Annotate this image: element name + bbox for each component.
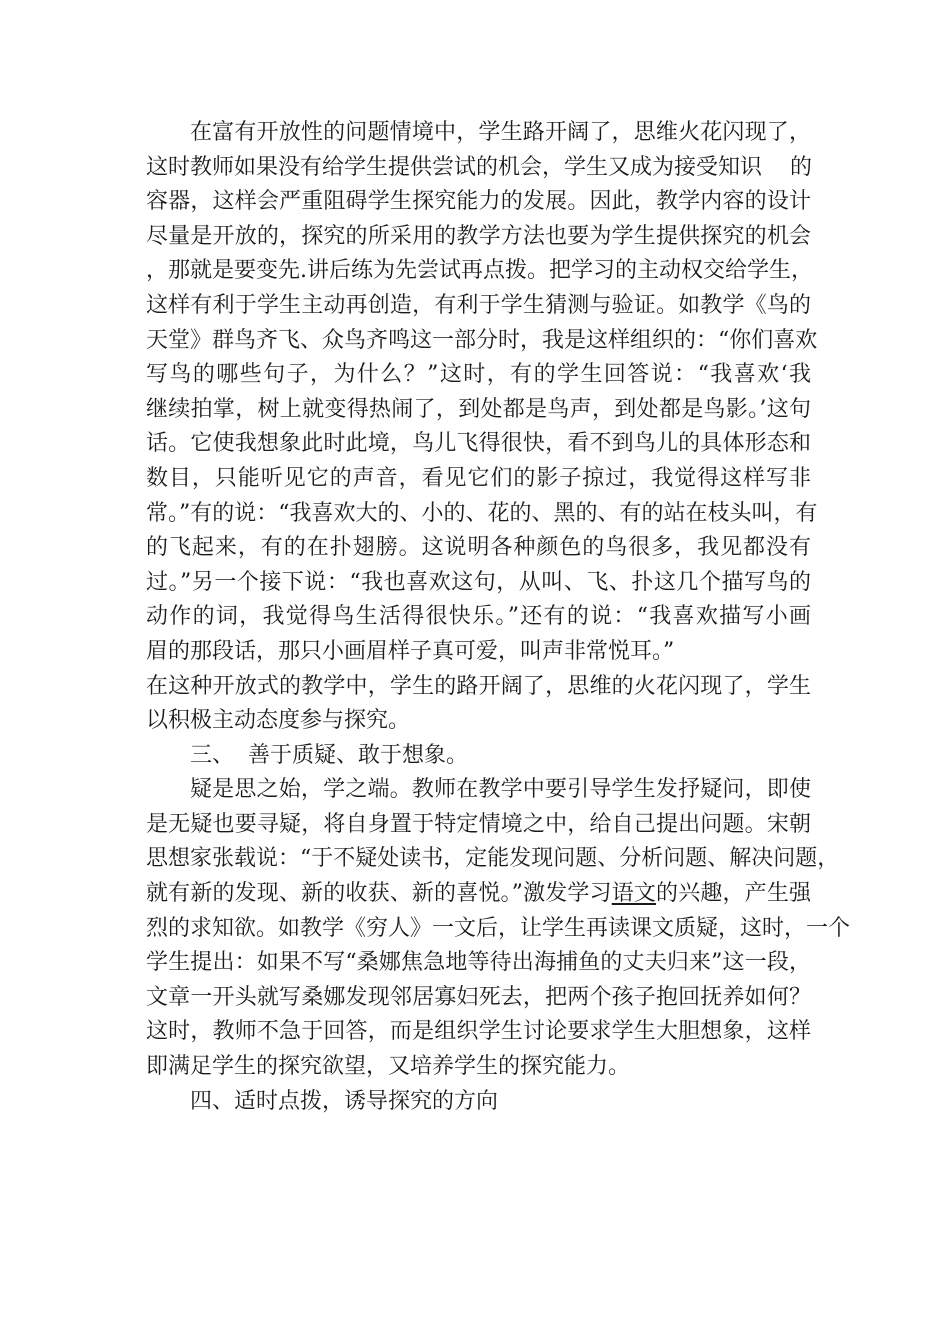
paragraph-line: 烈的求知欲。如教学《穷人》一文后，让学生再读课文质疑，这时，一个	[146, 915, 851, 941]
paragraph-line: 是无疑也要寻疑，将自身置于特定情境之中，给自己提出问题。宋朝	[146, 811, 811, 837]
paragraph-line: 学生提出：如果不写“桑娜焦急地等待出海捕鱼的丈夫归来”这一段，	[146, 950, 811, 976]
paragraph-line: 写鸟的哪些句子，为什么？”这时，有的学生回答说：“我喜欢‘我	[146, 362, 811, 388]
paragraph-text: 的兴趣，产生强	[656, 881, 811, 907]
section-heading: 四、适时点拨，诱导探究的方向	[190, 1088, 499, 1114]
paragraph-line: 思想家张载说：“于不疑处读书，定能发现问题、分析问题、解决问题，	[146, 846, 840, 872]
paragraph-line: 过。”另一个接下说：“我也喜欢这句，从叫、飞、扑这几个描写鸟的	[146, 569, 811, 595]
link-yuwen[interactable]: 语文	[611, 881, 657, 907]
paragraph-line: 的飞起来，有的在扑翅膀。这说明各种颜色的鸟很多，我见都没有	[146, 535, 811, 561]
paragraph-text: 就有新的发现、新的收获、新的喜悦。”激发学习	[146, 881, 612, 907]
paragraph-line: 这时，教师不急于回答，而是组织学生讨论要求学生大胆想象，这样	[146, 1019, 811, 1045]
paragraph-line: 疑是思之始，学之端。教师在教学中要引导学生发抒疑问，即使	[190, 777, 811, 803]
section-heading: 三、 善于质疑、敢于想象。	[190, 742, 468, 768]
paragraph-line	[146, 877, 811, 912]
paragraph-line: 动作的词，我觉得鸟生活得很快乐。”还有的说：“我喜欢描写小画	[146, 604, 811, 630]
paragraph-line: 即满足学生的探究欲望，又培养学生的探究能力。	[146, 1054, 631, 1080]
paragraph-line: 这样有利于学生主动再创造，有利于学生猜测与验证。如教学《鸟的	[146, 292, 811, 318]
paragraph-line: 数目，只能听见它的声音，看见它们的影子掠过，我觉得这样写非	[146, 465, 811, 491]
document-body	[146, 116, 851, 1119]
paragraph-line: 眉的那段话，那只小画眉样子真可爱，叫声非常悦耳。”	[146, 638, 675, 664]
paragraph-line: 这时教师如果没有给学生提供尝试的机会，学生又成为接受知识 的	[146, 154, 812, 180]
paragraph-line: 以积极主动态度参与探究。	[146, 708, 411, 734]
paragraph-line: 在富有开放性的问题情境中，学生路开阔了，思维火花闪现了，	[190, 120, 811, 145]
paragraph-line: ，那就是要变先.讲后练为先尝试再点拨。把学习的主动权交给学生，	[146, 258, 813, 284]
paragraph-line: 话。它使我想象此时此境，鸟儿飞得很快，看不到鸟儿的具体形态和	[146, 431, 811, 457]
paragraph-line: 常。”有的说：“我喜欢大的、小的、花的、黑的、有的站在枝头叫，有	[146, 500, 818, 526]
paragraph-line: 文章一开头就写桑娜发现邻居寡妇死去，把两个孩子抱回抚养如何？	[146, 984, 811, 1010]
paragraph-line: 继续拍掌，树上就变得热闹了，到处都是鸟声，到处都是鸟影。’这句	[146, 396, 811, 422]
paragraph-line: 容器，这样会严重阻碍学生探究能力的发展。因此，教学内容的设计	[146, 189, 811, 215]
paragraph-line: 在这种开放式的教学中，学生的路开阔了，思维的火花闪现了，学生	[146, 673, 811, 699]
paragraph-line: 尽量是开放的，探究的所采用的教学方法也要为学生提供探究的机会	[146, 223, 811, 249]
paragraph-line: 天堂》群鸟齐飞、众鸟齐鸣这一部分时，我是这样组织的：“你们喜欢	[146, 327, 818, 353]
